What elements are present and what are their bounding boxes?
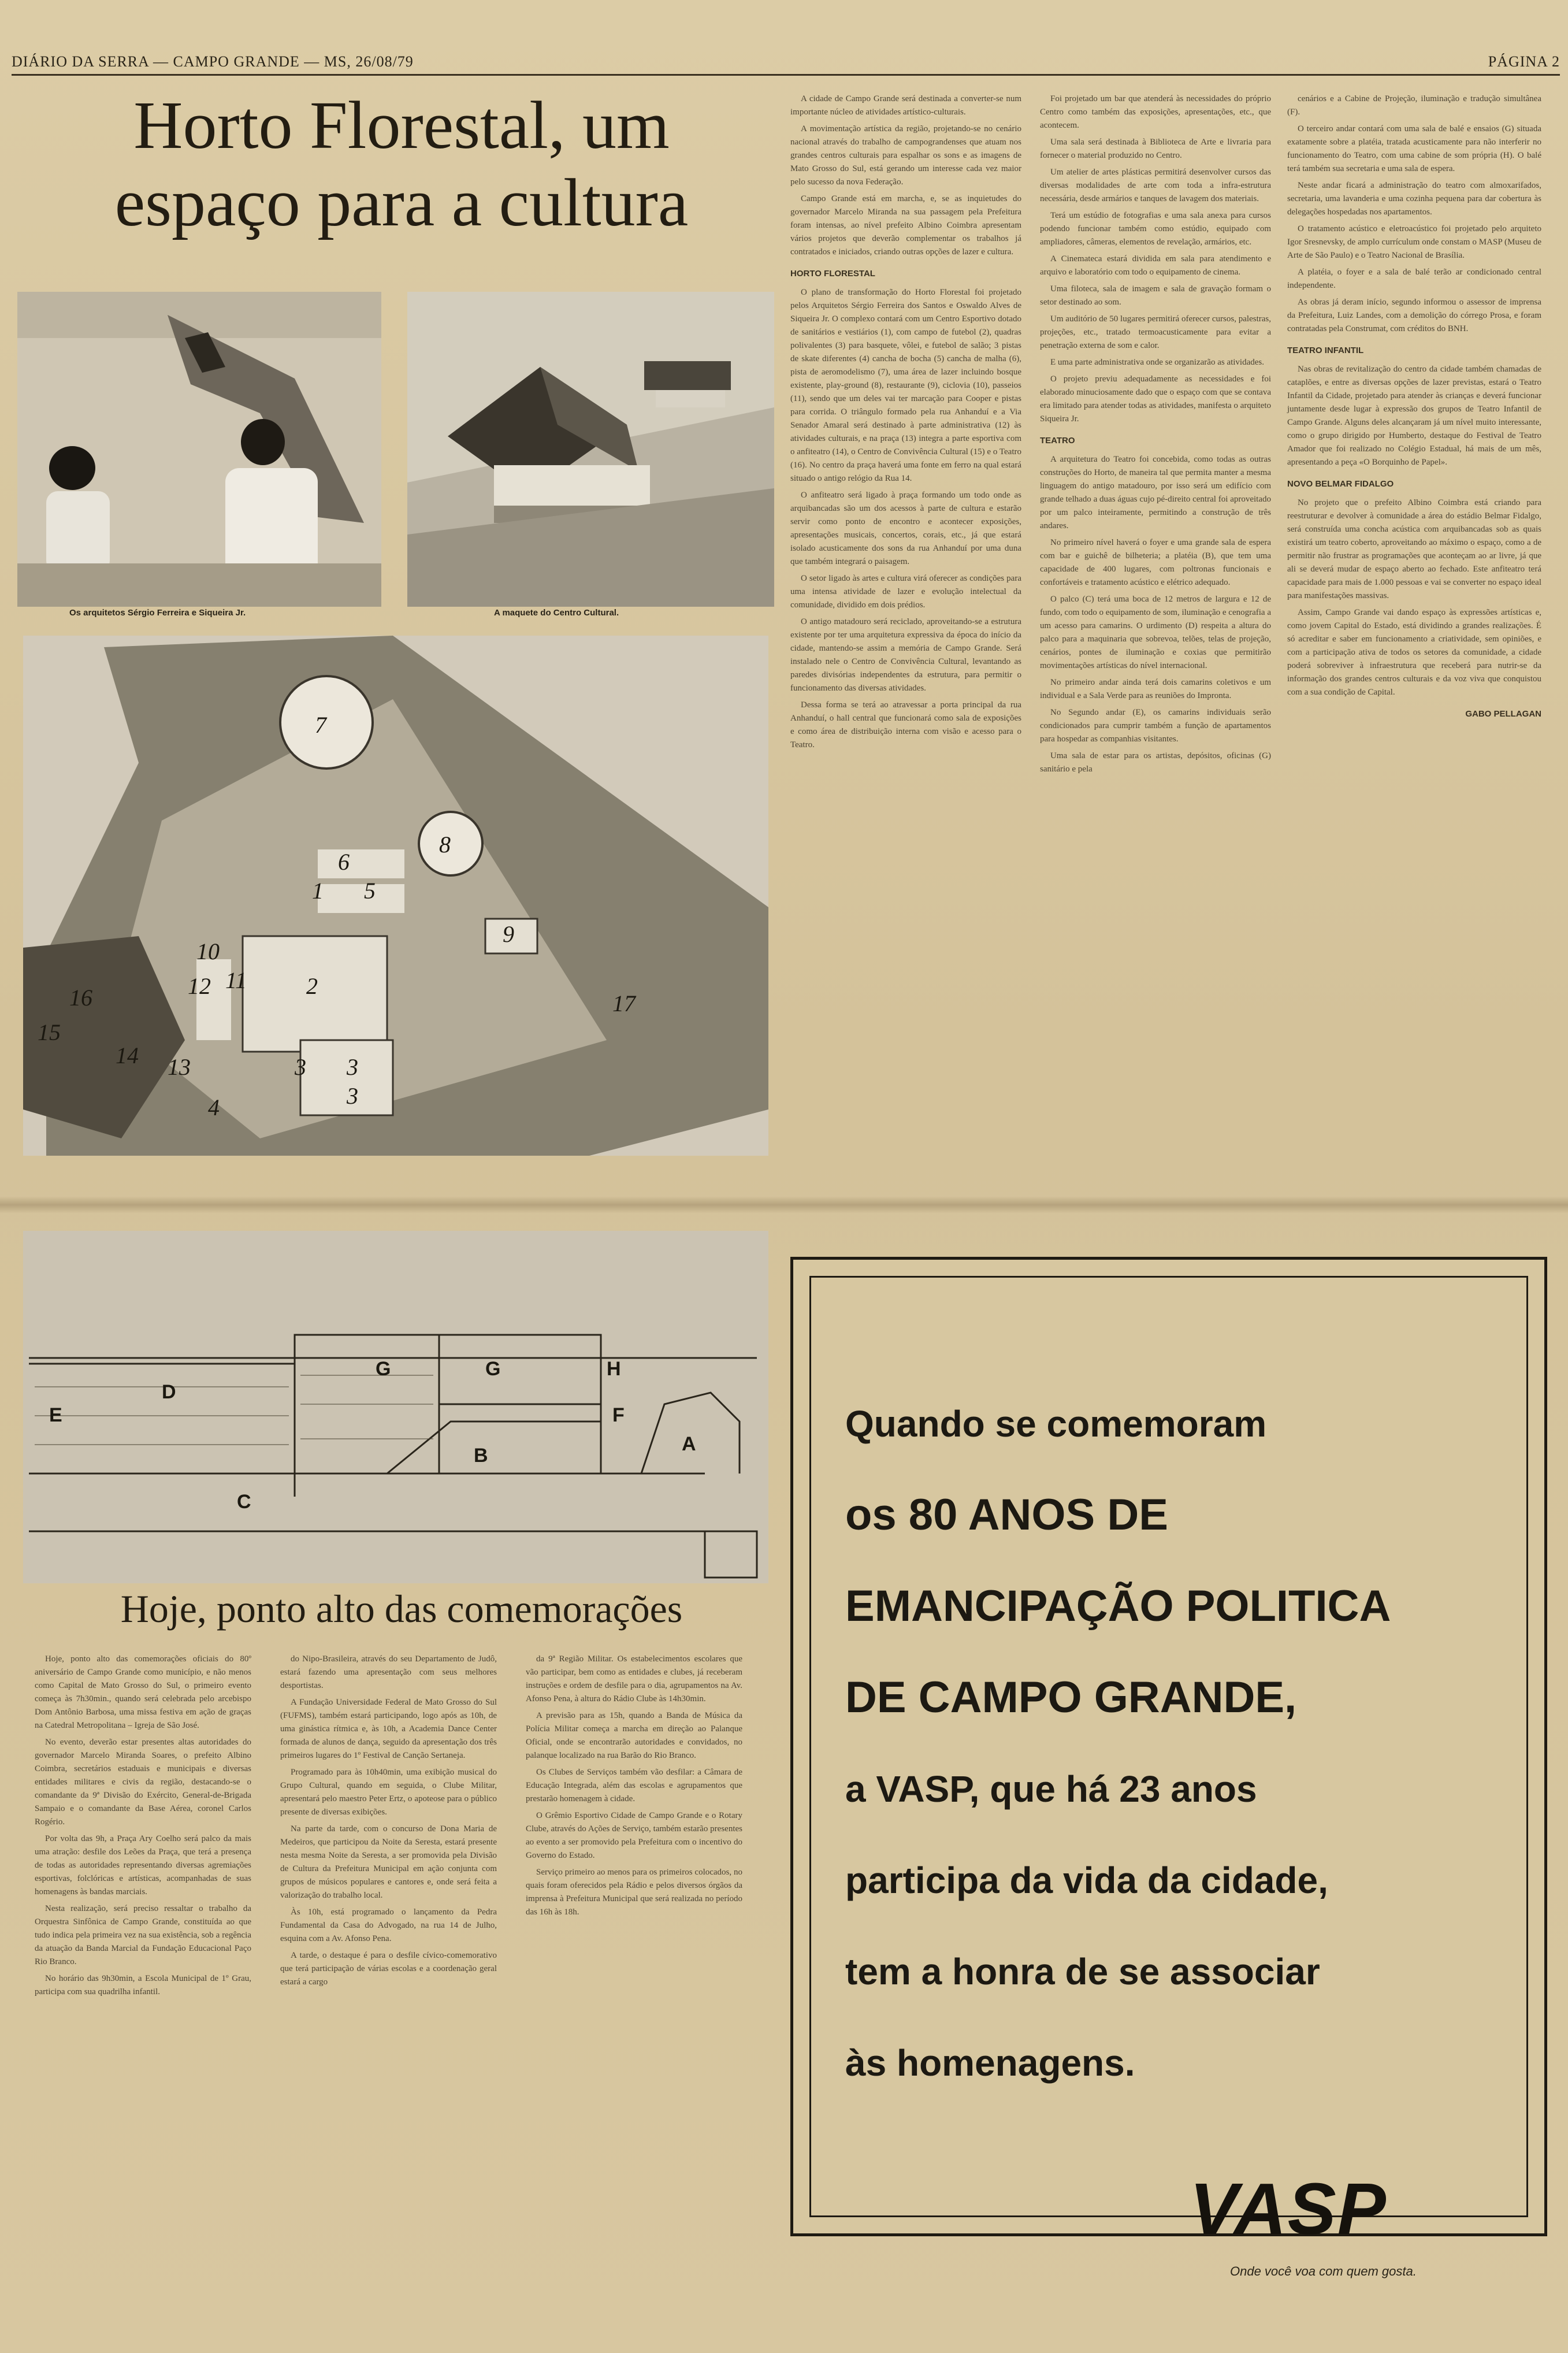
secondary-headline: Hoje, ponto alto das comemorações <box>120 1587 683 1631</box>
article-paragraph: Hoje, ponto alto das comemorações oficiais do 80º aniversário de Campo Grande como município, e não menos como Capital de Mato Grosso do Sul, o primeiro evento começa às 7h30min., quando será celebrada pelo arcebispo Dom Antônio Barbosa, uma missa festiva em ação de graças na Catedral Metropolitana – Igreja de São José. <box>35 1654 251 1730</box>
section-subheading: TEATRO INFANTIL <box>1287 346 1364 355</box>
ad-message <box>845 1378 1481 2109</box>
article-byline: GABO PELLAGAN <box>1465 709 1541 719</box>
article-paragraph: Um auditório de 50 lugares permitirá oferecer cursos, palestras, projeções, etc., tratado termoacusticamente para evitar a penetração externa de som e calor. <box>1040 314 1271 350</box>
article-paragraph: No evento, deverão estar presentes altas autoridades do governador Marcelo Miranda Soares, o prefeito Albino Coimbra, secretários estaduais e municipais e diversas entidades militares e civis da região, destacando-se o comandante da 9ª Divisão do Exército, General-de-Brigada Sampaio e o comandante da Base Aérea, coronel Carlos Rogério. <box>35 1738 251 1827</box>
article-column-1 <box>790 92 1021 755</box>
site-plan-label: 15 <box>38 1019 61 1045</box>
article-paragraph: O anfiteatro será ligado à praça formando um todo onde as arquibancadas são um dos acessos à parte de cultura e estarão servir como ponto de encontro e acontecer exposições, apresentações musicais, concertos, corais, etc., já que estará isolado acusticamente dos sons da rua Anhanduí por uma duna que também integrará o paisagem. <box>790 491 1021 566</box>
article-paragraph: Assim, Campo Grande vai dando espaço às expressões artísticas e, como jovem Capital do Estado, está dividindo a grandes realizações. É só acreditar e saber em funcionamento a criatividade, sem opiniões, e com a participação ativa de todos os setores da comunidade, a cidade poderá sobreviver à infraestrutura que receberá para nutrir-se da informação dos grandes centros culturais e da voz viva que conquistou com a sua condição de Capital. <box>1287 608 1541 697</box>
bottom-article-column-3 <box>526 1653 742 1923</box>
main-headline: Horto Florestal, um espaço para a cultura <box>114 87 689 240</box>
article-paragraph: Por volta das 9h, a Praça Ary Coelho será palco da mais uma atração: desfile dos Leões da Praça, que terá a presença de todas as autoridades representando diversas agremiações esportivas, folclóricas e artísticas, acompanhadas de suas homenagens às bandas marciais. <box>35 1834 251 1896</box>
article-paragraph: No Segundo andar (E), os camarins individuais serão condicionados para cumprir também a função de apartamentos para hospedar as companhias visitantes. <box>1040 708 1271 744</box>
elevation-label: H <box>607 1358 621 1380</box>
article-paragraph: Nas obras de revitalização do centro da cidade também chamadas de cataplões, e entre as diversas opções de lazer previstas, estará o Teatro Infantil da Cidade, projetado para atender às crianças e deverá funcionar juntamente desde lugar à expressão dos grupos de Teatro Infantil de Campo Grande. Alguns deles alcançaram já um nível muito interessante, como o grupo dirigido por Humberto, destaque do Festival de Teatro Amador que foi realizado no Colégio Estadual, há mais de um mês, apresentando a peça «O Borquinho de Papel». <box>1287 365 1541 467</box>
article-paragraph: Os Clubes de Serviços também vão desfilar: a Câmara de Educação Integrada, além das escolas e agrupamentos que prestarão homenagem à cidade. <box>526 1768 742 1803</box>
ad-line: tem a honra de se associar <box>845 1951 1320 1992</box>
article-paragraph: O plano de transformação do Horto Florestal foi projetado pelos Arquitetos Sérgio Ferreira dos Santos e Oswaldo Alves de Siqueira Jr. O complexo contará com um Centro Esportivo dotado de sanitários e vestiários (1), com campo de futebol (2), quadras polivalentes (3) para basquete, vôlei, e futebol de salão; 3 pistas de skate diferentes (4) cancha de bocha (5) cancha de malha (6), pista de aeromodelismo (7), uma área de lazer incluindo bosque existente, play-ground (8), restaurante (9), ciclovia (10), passeios (11), sendo que um deles vai ter marcação para Cooper e pistas para corrida. O triângulo formado pela rua Anhanduí e a Via Senador Amaral será destinado à parte administrativa (12) às atividades culturais, e na praça (13) integra a parte esportiva com o anfiteatro (14), o Centro de Convivência Cultural (15) e o Teatro (16). No centro da praça haverá uma fonte em ferro na qual estará situado o antigo relógio da Rua 14. <box>790 288 1021 483</box>
site-plan-label: 1 <box>312 878 324 904</box>
article-paragraph: O projeto previu adequadamente as necessidades e foi elaborado minuciosamente dado que o espaço com que se contava era limitado para atender todas as atividades, manifesta o arquiteto Siqueira Jr. <box>1040 374 1271 424</box>
article-paragraph: No horário das 9h30min, a Escola Municipal de 1º Grau, participa com sua quadrilha infantil. <box>35 1974 251 1996</box>
site-plan-image <box>23 636 768 1156</box>
architects-photo <box>17 292 381 607</box>
site-plan-label: 17 <box>612 990 636 1016</box>
article-column-3 <box>1287 92 1541 726</box>
model-photo <box>407 292 774 607</box>
article-paragraph: O palco (C) terá uma boca de 12 metros de largura e 12 de fundo, com todo o equipamento de som, iluminação e cenografia a um acesso para camarins. O urdimento (D) respeita a altura do palco para a maquinaria que sobrevoa, telões, telas de projeção, cenários, pontes de iluminação e coxias que permitirão movimentações artísticas do nível internacional. <box>1040 595 1271 670</box>
article-paragraph: Neste andar ficará a administração do teatro com almoxarifados, secretaria, uma lavanderia e uma cozinha pequena para dar cobertura às delegações hospedadas nos apartamentos. <box>1287 181 1541 217</box>
ad-line: a VASP, que há 23 anos <box>845 1768 1257 1810</box>
vasp-logo: VASP <box>1190 2168 1387 2250</box>
article-paragraph: Programado para às 10h40min, uma exibição musical do Grupo Cultural, quando em seguida, o Clube Militar, apresentará pelo maestro Peter Ertz, o apoteose para o público presente de diversas exibições. <box>280 1768 497 1817</box>
site-plan-label: 4 <box>208 1094 220 1120</box>
article-paragraph: O terceiro andar contará com uma sala de balé e ensaios (G) situada exatamente sobre a platéia, tratada acusticamente para não interferir no funcionamento do Teatro, com uma cabine de som própria (H). O balé terá também sua secretaria e uma sala de espera. <box>1287 124 1541 173</box>
ad-line: EMANCIPAÇÃO POLITICA <box>845 1582 1391 1631</box>
article-paragraph: Uma sala será destinada à Biblioteca de Arte e livraria para fornecer o material produzido no Centro. <box>1040 138 1271 160</box>
article-paragraph: do Nipo-Brasileira, através do seu Departamento de Judô, estará fazendo uma apresentação com seus melhores desportistas. <box>280 1654 497 1690</box>
site-plan-label: 3 <box>347 1083 358 1109</box>
elevation-label: E <box>49 1404 62 1426</box>
article-paragraph: A Fundação Universidade Federal de Mato Grosso do Sul (FUFMS), também estará participando, logo após as 10h, de uma ginástica rítmica e, às 10h, a Academia Dance Center formada de alunos de dança, seguido da apresentação dos três primeiros lugares do 1º Festival de Canção Sertaneja. <box>280 1698 497 1760</box>
model-caption: A maquete do Centro Cultural. <box>494 608 619 618</box>
site-plan-label: 12 <box>188 973 211 999</box>
site-plan-label: 11 <box>225 967 247 993</box>
article-paragraph: A previsão para as 15h, quando a Banda de Música da Polícia Militar começa a marcha em direção ao Palanque Oficial, onde se encontrarão autoridades e convidados, no palanque localizado na rua Barão do Rio Branco. <box>526 1711 742 1760</box>
article-paragraph: Uma filoteca, sala de imagem e sala de gravação formam o setor destinado ao som. <box>1040 284 1271 307</box>
article-paragraph: Um atelier de artes plásticas permitirá desenvolver cursos das diversas modalidades de arte com toda a infra-estrutura necessária, desde armários e tanques de lavagem dos materiais. <box>1040 168 1271 203</box>
site-plan-label: 5 <box>364 878 376 904</box>
newspaper-masthead: DIÁRIO DA SERRA — CAMPO GRANDE — MS, 26/08/79 <box>12 53 414 70</box>
site-plan-label: 14 <box>116 1042 139 1068</box>
article-paragraph: E uma parte administrativa onde se organizarão as atividades. <box>1050 358 1265 367</box>
site-plan-label: 6 <box>338 849 350 875</box>
article-paragraph: Terá um estúdio de fotografias e uma sala anexa para cursos podendo funcionar também como estúdio, equipado com ampliadores, câmeras, elementos de revelação, armários, etc. <box>1040 211 1271 247</box>
elevation-label: G <box>376 1358 391 1380</box>
site-plan-label: 9 <box>503 921 514 947</box>
article-paragraph: Uma sala de estar para os artistas, depósitos, oficinas (G) sanitário e pela <box>1040 751 1271 774</box>
article-paragraph: cenários e a Cabine de Projeção, iluminação e tradução simultânea (F). <box>1287 94 1541 117</box>
site-plan-label: 2 <box>306 973 318 999</box>
elevation-label: B <box>474 1445 488 1467</box>
site-plan-label: 13 <box>168 1054 191 1080</box>
vasp-advertisement <box>790 1257 1547 2278</box>
elevation-label: A <box>682 1433 696 1455</box>
article-paragraph: O setor ligado às artes e cultura virá oferecer as condições para uma intensa atividade de lazer e evolução intelectual da comunidade, dividido em dois prédios. <box>790 574 1021 610</box>
site-plan-label: 16 <box>69 985 92 1011</box>
bottom-article-column-2 <box>280 1653 497 1992</box>
article-paragraph: Foi projetado um bar que atenderá às necessidades do próprio Centro como também das exposições, apresentações, etc., que acontecem. <box>1040 94 1271 130</box>
ad-line: participa da vida da cidade, <box>845 1860 1328 1901</box>
theater-elevation-drawing <box>23 1231 768 1583</box>
ad-line: os 80 ANOS DE <box>845 1490 1168 1539</box>
elevation-label: C <box>237 1491 251 1513</box>
article-paragraph: A Cinemateca estará dividida em sala para atendimento e arquivo e laboratório com todo o equipamento de cinema. <box>1040 254 1271 277</box>
ad-line: DE CAMPO GRANDE, <box>845 1673 1297 1722</box>
article-paragraph: No primeiro andar ainda terá dois camarins coletivos e um individual e a Sala Verde para as reuniões do Impronta. <box>1040 678 1271 700</box>
elevation-label: F <box>612 1404 625 1426</box>
page-number: PÁGINA 2 <box>1488 53 1560 70</box>
article-paragraph: A platéia, o foyer e a sala de balé terão ar condicionado central independente. <box>1287 268 1541 290</box>
ad-line: Quando se comemoram <box>845 1403 1267 1445</box>
page-fold <box>0 1196 1568 1213</box>
site-plan-label: 7 <box>315 712 326 738</box>
page-header <box>12 53 1560 76</box>
article-paragraph: Às 10h, está programado o lançamento da Pedra Fundamental da Casa do Advogado, na rua 14 de Julho, esquina com a Av. Afonso Pena. <box>280 1907 497 1943</box>
article-paragraph: Serviço primeiro ao menos para os primeiros colocados, no quais foram oferecidos pela Rádio e pelos diversos órgãos da imprensa à Prefeitura Municipal que será realizada no período das 16h às 18h. <box>526 1868 742 1917</box>
article-column-2 <box>1040 92 1271 780</box>
article-paragraph: da 9ª Região Militar. Os estabelecimentos escolares que vão participar, bem como as entidades e clubes, já receberam instruções e ordem de desfile para o dia, agrupamentos na Av. Afonso Pena, à altura do Rádio Clube às 14h30min. <box>526 1654 742 1703</box>
article-paragraph: Nesta realização, será preciso ressaltar o trabalho da Orquestra Sinfônica de Campo Grande, constituída ao que tudo indica pela primeira vez na sua existência, sob a regência da atuação da Banda Marcial da Fundação Educacional Paço Rio Branco. <box>35 1904 251 1966</box>
article-paragraph: A arquitetura do Teatro foi concebida, como todas as outras construções do Horto, de maneira tal que permita manter a mesma linguagem do antigo matadouro, por isso será um edifício com grande telhado a duas águas cujo pé-direito central foi aproveitado por um palco inteiramente, permitindo a construção de três andares. <box>1040 455 1271 530</box>
article-paragraph: No projeto que o prefeito Albino Coimbra está criando para reestruturar e devolver à comunidade a área do estádio Belmar Fidalgo, será construída uma concha acústica com arquibancadas sob as quais existirá um teatro coberto, aproveitando ao máximo o espaço, como a de permitir não frustrar as programações que aconteçam ao ar livre, já que ali se deverá mudar de espaço aberto ao fechado. Este anfiteatro terá capacidade para mais de 1.000 pessoas e vai se converter no espaço ideal para manifestações massivas. <box>1287 498 1541 600</box>
article-paragraph: A movimentação artística da região, projetando-se no cenário nacional através do trabalho de campograndenses que atuam nos grandes centros culturais para espalhar os sons e as imagens de Mato Grosso do Sul, está gerando um interesse cada vez maior pelo sucesso da nova Federação. <box>790 124 1021 187</box>
ad-line: às homenagens. <box>845 2042 1135 2084</box>
article-paragraph: O Grêmio Esportivo Cidade de Campo Grande e o Rotary Clube, através do Ações de Serviço, também estarão presentes ao evento a ser promovido pela Prefeitura com o incentivo do Governo do Estado. <box>526 1811 742 1860</box>
section-subheading: HORTO FLORESTAL <box>790 269 875 279</box>
article-paragraph: Dessa forma se terá ao atravessar a porta principal da rua Anhanduí, o hall central que funcionará como sala de exposições e como área de distribuição interna com visão e acesso para o Teatro. <box>790 700 1021 749</box>
architects-caption: Os arquitetos Sérgio Ferreira e Siqueira Jr. <box>69 608 246 618</box>
article-paragraph: Campo Grande está em marcha, e, se as inquietudes do governador Marcelo Miranda na sua passagem pela Prefeitura foram intensas, ao nível prefeito Albino Coimbra apresentam vários projetos que deverão complementar os trabalhos já contratados e iniciados, criando outras opções de lazer e cultura. <box>790 194 1021 257</box>
article-paragraph: A tarde, o destaque é para o desfile cívico-comemorativo que terá participação de várias escolas e a coordenação geral estará a cargo <box>280 1951 497 1987</box>
article-paragraph: Na parte da tarde, com o concurso de Dona Maria de Medeiros, que participou da Noite da Seresta, estará presente nesta mesma Noite da Seresta, a ser promovida pela Divisão de Cultura da Prefeitura Municipal em ação conjunta com grupos de músicos populares e cantores e, onde será feita a valorização do trabalho local. <box>280 1824 497 1900</box>
site-plan-label: 3 <box>347 1054 358 1080</box>
site-plan-label: 10 <box>196 938 220 964</box>
site-plan-label: 8 <box>439 832 451 858</box>
bottom-article-column-1 <box>35 1653 251 2002</box>
article-paragraph: O antigo matadouro será reciclado, aproveitando-se a estrutura existente por ter uma arquitetura expressiva da época do início da cidade, mantendo-se assim a memória de Campo Grande. Será instalado nele o Centro de Convivência Cultural, levantando as paredes divisórias independentes da estrutura, para permitir o funcionamento das diversas atividades. <box>790 617 1021 693</box>
article-paragraph: O tratamento acústico e eletroacústico foi projetado pelo arquiteto Igor Sresnevsky, de amplo currículum onde constam o MASP (Museu de Arte de São Paulo) e o Teatro Nacional de Brasília. <box>1287 224 1541 260</box>
section-subheading: NOVO BELMAR FIDALGO <box>1287 479 1394 489</box>
elevation-label: D <box>162 1381 176 1403</box>
article-paragraph: No primeiro nível haverá o foyer e uma grande sala de espera com bar e guichê de bilheteria; a platéia (B), que tem uma capacidade de 400 lugares, com poltronas funcionais e confortáveis e tratamento acústico e elétrico adequado. <box>1040 538 1271 587</box>
article-paragraph: A cidade de Campo Grande será destinada a converter-se num importante núcleo de atividades artístico-culturais. <box>790 94 1021 117</box>
site-plan-label: 3 <box>295 1054 306 1080</box>
vasp-slogan: Onde você voa com quem gosta. <box>1230 2264 1417 2278</box>
article-paragraph: As obras já deram início, segundo informou o assessor de imprensa da Prefeitura, Luiz Landes, com a demolição do córrego Prosa, e foram contratadas pela Construmat, com créditos do BNH. <box>1287 298 1541 333</box>
elevation-label: G <box>485 1358 501 1380</box>
section-subheading: TEATRO <box>1040 436 1075 446</box>
